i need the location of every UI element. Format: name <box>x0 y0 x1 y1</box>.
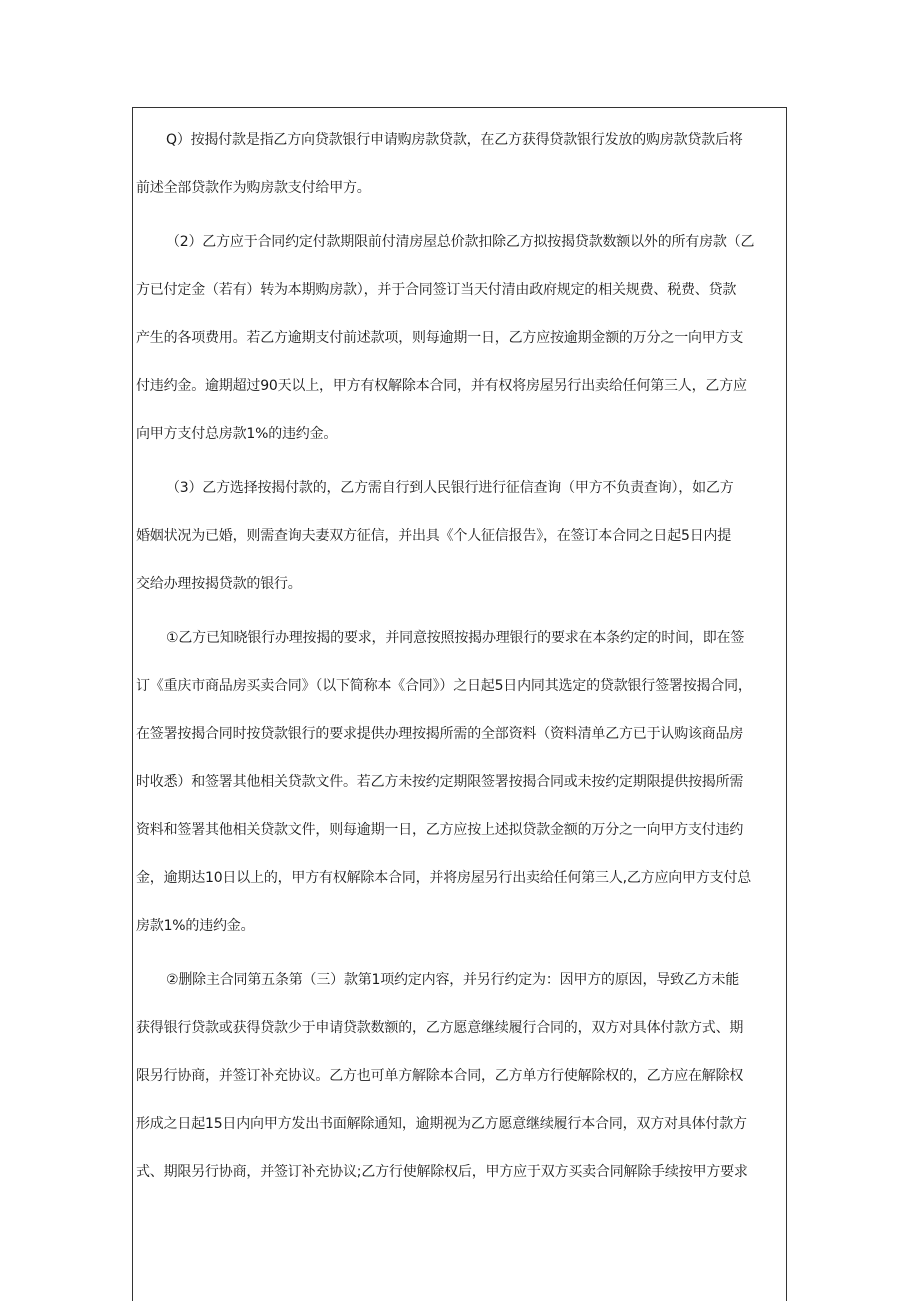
document-body <box>136 116 784 1202</box>
text-line: （3）乙方选择按揭付款的，乙方需自行到人民银行进行征信查询（甲方不负责查询），如乙方 <box>166 480 734 496</box>
text-line: 时收悉）和签署其他相关贷款文件。若乙方未按约定期限签署按揭合同或未按约定期限提供按揭所需 <box>136 774 744 790</box>
text-line: Q）按揭付款是指乙方向贷款银行申请购房款贷款，在乙方获得贷款银行发放的购房款贷款后将 <box>166 132 743 148</box>
text-line: 交给办理按揭贷款的银行。 <box>136 576 302 592</box>
text-line: 形成之日起15日内向甲方发出书面解除通知，逾期视为乙方愿意继续履行本合同，双方对具体付款方 <box>136 1116 747 1132</box>
text-line: 婚姻状况为已婚，则需查询夫妻双方征信，并出具《个人征信报告》，在签订本合同之日起5日内提 <box>136 528 732 544</box>
text-line: ①乙方已知晓银行办理按揭的要求，并同意按照按揭办理银行的要求在本条约定的时间，即在签 <box>166 630 745 646</box>
text-line: 房款1%的违约金。 <box>136 918 255 934</box>
text-line: 限另行协商，并签订补充协议。乙方也可单方解除本合同，乙方单方行使解除权的，乙方应在解除权 <box>136 1068 744 1084</box>
text-line: 在签署按揭合同时按贷款银行的要求提供办理按揭所需的全部资料（资料清单乙方已于认购该商品房 <box>136 726 744 742</box>
text-line: 向甲方支付总房款1%的违约金。 <box>136 426 338 442</box>
text-line: 式、期限另行协商，并签订补充协议;乙方行使解除权后，甲方应于双方买卖合同解除手续按甲方要求 <box>136 1164 748 1180</box>
text-line: 方已付定金（若有）转为本期购房款），并于合同签订当天付清由政府规定的相关规费、税费、贷款 <box>136 282 737 298</box>
paragraph-item-2 <box>136 956 784 1196</box>
text-line: 前述全部贷款作为购房款支付给甲方。 <box>136 180 371 196</box>
text-line: ②删除主合同第五条第（三）款第1项约定内容，并另行约定为：因甲方的原因，导致乙方未能 <box>166 972 740 988</box>
text-line: 付违约金。逾期超过90天以上，甲方有权解除本合同，并有权将房屋另行出卖给任何第三人，乙方应 <box>136 378 747 394</box>
text-line: 订《重庆市商品房买卖合同》（以下简称本《合同》）之日起5日内同其选定的贷款银行签署按揭合同， <box>136 678 752 694</box>
text-line: 获得银行贷款或获得贷款少于申请贷款数额的，乙方愿意继续履行合同的，双方对具体付款方式、期 <box>136 1020 744 1036</box>
text-line: 金，逾期达10日以上的，甲方有权解除本合同，并将房屋另行出卖给任何第三人,乙方应向甲方支付总 <box>136 870 752 886</box>
paragraph-clause-3 <box>136 464 784 608</box>
paragraph-clause-2 <box>136 218 784 458</box>
text-line: （2）乙方应于合同约定付款期限前付清房屋总价款扣除乙方拟按揭贷款数额以外的所有房款（乙 <box>166 234 755 250</box>
text-line: 产生的各项费用。若乙方逾期支付前述款项，则每逾期一日，乙方应按逾期金额的万分之一向甲方支 <box>136 330 744 346</box>
text-line: 资料和签署其他相关贷款文件，则每逾期一日，乙方应按上述拟贷款金额的万分之一向甲方支付违约 <box>136 822 744 838</box>
paragraph-item-1 <box>136 614 784 950</box>
paragraph-mortgage-definition <box>136 116 784 212</box>
